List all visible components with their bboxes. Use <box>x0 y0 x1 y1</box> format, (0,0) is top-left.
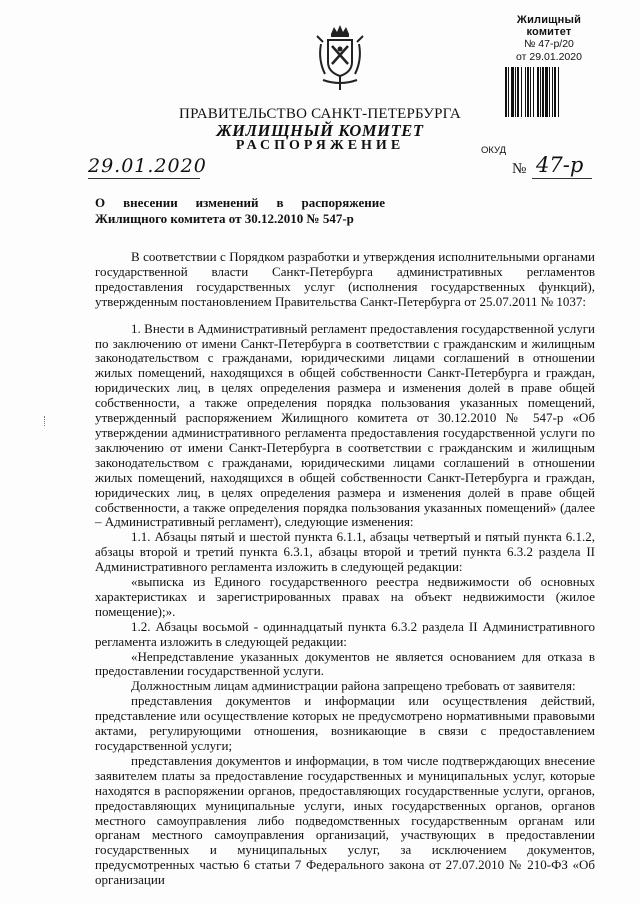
paragraph-item-1-1: 1.1. Абзацы пятый и шестой пункта 6.1.1, абзацы четвертый и пятый пункта 6.1.2, абзацы второй и третий пункта 6.3.1, абзацы второй и третий пункта 6.3.2 раздела II Административного регламента изложить в следующей редакции: <box>95 529 595 575</box>
document-type: РАСПОРЯЖЕНИЕ <box>235 138 405 153</box>
stamp-date: от 29.01.2020 <box>516 51 582 63</box>
document-subject <box>95 195 385 226</box>
date-underline <box>88 178 200 179</box>
registration-stamp <box>494 14 604 117</box>
document-body <box>95 250 595 888</box>
paragraph-item-1-2: 1.2. Абзацы восьмой - одиннадцатый пункта 6.3.2 раздела II Административного регламента изложить в следующей редакции: <box>95 618 595 649</box>
stamp-title: Жилищный комитет <box>516 14 582 38</box>
paragraph-prohibition-1: представления документов и информации или осуществления действий, представление или осуществление которых не предусмотрено нормативными правовыми актами, регулирующими отношения, возникающие в связи с предоставлением государственной услуги; <box>95 693 595 753</box>
paragraph-item-1: 1. Внести в Административный регламент предоставления государственной услуги по заключению от имени Санкт-Петербурга в соответствии с гражданским и жилищным законодательством с гражданами, юридическими лицами соглашений в отношении жилых помещений, находящихся в общей собственности Санкт-Петербурга и граждан, юридических лиц, в целях определения размера и изменения долей в праве общей собственности, а также определения порядка пользования указанных помещений, утвержденный распоряжением Жилищного комитета от 30.12.2010 № 547-р «Об утверждении административного регламента предоставления государственной услуги по заключению от имени Санкт-Петербурга в соответствии с гражданским и жилищным законодательством с гражданами, юридическими лицами соглашений в отношении жилых помещений, находящихся в общей собственности Санкт-Петербурга и граждан, юридических лиц, в целях определения размера и изменения долей в праве общей собственности, а также определения порядка пользования указанных помещений» (далее – Административный регламент), следующие изменения: <box>95 320 595 530</box>
handwritten-date: 29.01.2020 <box>88 155 207 177</box>
stamp-number: № 47-р/20 <box>524 38 574 50</box>
scan-mark <box>44 416 49 426</box>
committee-title: ЖИЛИЩНЫЙ КОМИТЕТ <box>216 121 424 140</box>
subject-line: Жилищного комитета от 30.12.2010 № 547-р <box>95 210 354 226</box>
paragraph-quote-extract: «выписка из Единого государственного реестра недвижимости об основных характеристиках и зарегистрированных правах на объект недвижимости (жилое помещение);». <box>95 574 595 619</box>
subject-line: О внесении изменений в распоряжение <box>95 195 385 210</box>
paragraph-preamble: В соответствии с Порядком разработки и утверждения исполнительными органами государственной власти Санкт-Петербурга административных регламентов предоставления государственных услуг (исполнения государственных функций), утвержденным постановлением Правительства Санкт-Петербурга от 25.07.2011 № 1037: <box>95 249 595 309</box>
number-underline <box>532 178 592 179</box>
paragraph-prohibition-2: представления документов и информации, в том числе подтверждающих внесение заявителем платы за предоставление государственных и муниципальных услуг, которые находятся в распоряжении органов, предоставляющих государственные услуги, органов, предоставляющих муниципальные услуги, иных государственных органов, органов местного самоуправления либо подведомственных государственным органам или органам местного самоуправления организаций, участвующих в предоставлении государственных и муниципальных услуг, за исключением документов, предусмотренных частью 6 статьи 7 Федерального закона от 27.07.2010 № 210-ФЗ «Об организации <box>95 752 595 888</box>
coat-of-arms-icon <box>315 24 365 94</box>
paragraph-prohibited: Должностным лицам администрации района запрещено требовать от заявителя: <box>131 678 576 694</box>
okud-label: ОКУД <box>481 145 507 156</box>
number-sign: № <box>512 161 527 177</box>
handwritten-number: 47-р <box>536 153 584 177</box>
paragraph-quote-nonsubmission: «Непредставление указанных документов не является основанием для отказа в предоставлении государственной услуги. <box>95 648 595 679</box>
government-title: ПРАВИТЕЛЬСТВО САНКТ-ПЕТЕРБУРГА <box>179 106 461 122</box>
